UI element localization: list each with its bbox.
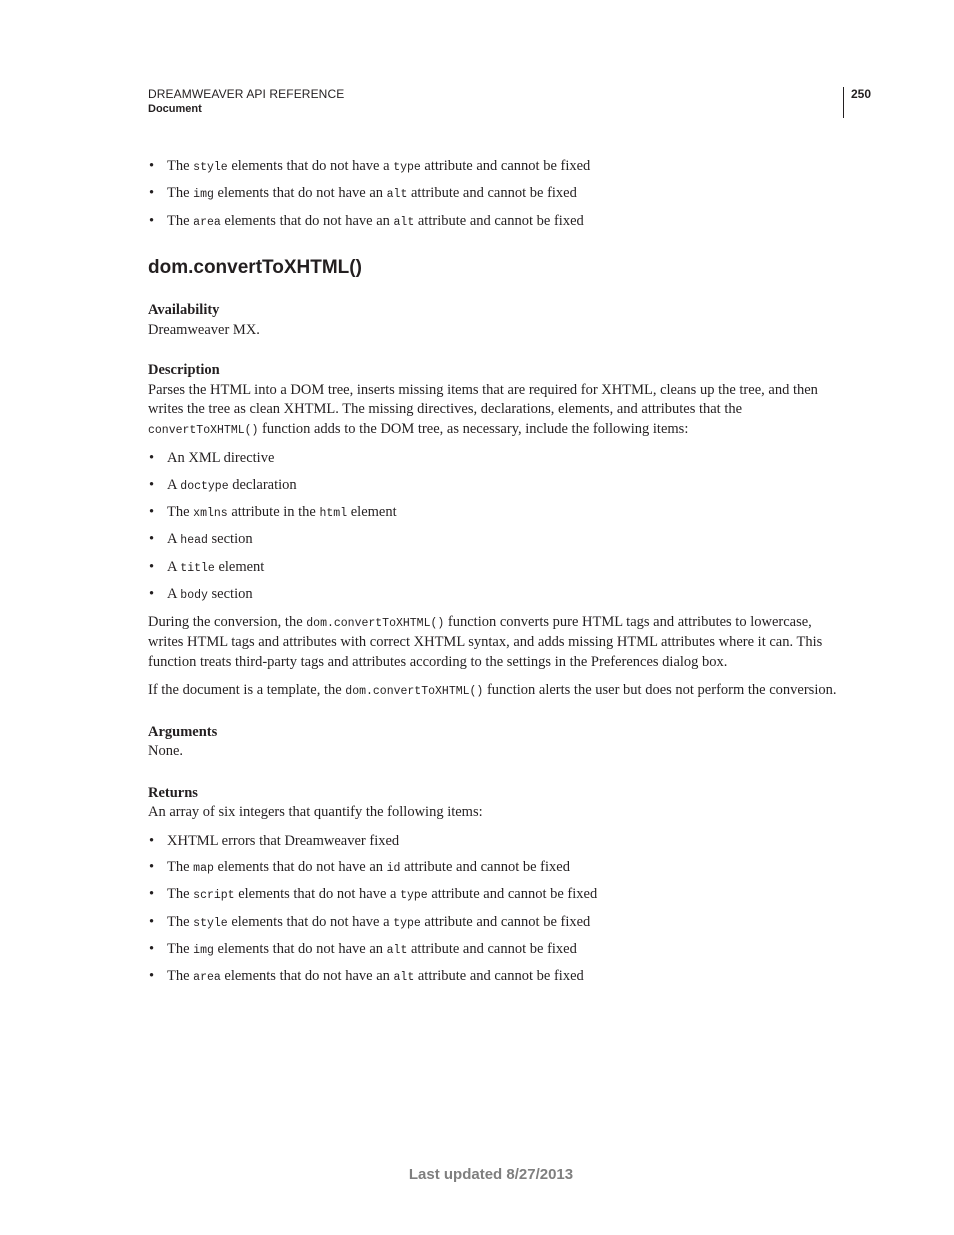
list-item: • The img elements that do not have an alt attribute and cannot be fixed	[148, 184, 848, 205]
list-item: • The area elements that do not have an alt attribute and cannot be fixed	[148, 212, 848, 233]
footer-last-updated: Last updated 8/27/2013	[408, 1166, 574, 1183]
availability-label: Availability	[148, 302, 220, 319]
returns-bullet-list	[148, 832, 848, 988]
list-item: • The xmlns attribute in the html element	[148, 503, 848, 524]
list-item: • The area elements that do not have an alt attribute and cannot be fixed	[148, 967, 848, 988]
availability-text: Dreamweaver MX.	[148, 321, 260, 338]
template-paragraph: If the document is a template, the dom.convertToXHTML() function alerts the user but does not perform the conversion.	[148, 682, 837, 699]
function-heading: dom.convertToXHTML()	[148, 257, 362, 279]
list-item: • The map elements that do not have an id attribute and cannot be fixed	[148, 858, 848, 879]
description-label: Description	[148, 362, 220, 379]
list-item: • A head section	[148, 530, 848, 551]
list-item: • A doctype declaration	[148, 476, 848, 497]
list-item: • The style elements that do not have a type attribute and cannot be fixed	[148, 157, 848, 178]
list-item: • An XML directive	[148, 449, 848, 469]
list-item: • A title element	[148, 558, 848, 579]
conversion-paragraph: During the conversion, the dom.convertToXHTML() function converts pure HTML tags and attributes to lowercase, writes HTML tags and attributes with correct XHTML syntax, and adds missing HTML attributes where it can. This function treats third-party tags and attributes according to the settings in the Preferences dialog box.	[148, 613, 823, 670]
arguments-label: Arguments	[148, 723, 218, 740]
returns-label: Returns	[148, 784, 198, 801]
returns-text: An array of six integers that quantify the following items:	[148, 804, 483, 821]
list-item: • XHTML errors that Dreamweaver fixed	[148, 832, 848, 852]
arguments-text: None.	[148, 743, 184, 760]
page-number: 250	[851, 87, 872, 101]
main-content	[148, 157, 848, 995]
book-title: DREAMWEAVER API REFERENCE	[148, 87, 345, 101]
section-title: Document	[148, 103, 202, 115]
page-header	[148, 87, 872, 127]
list-item: • The script elements that do not have a type attribute and cannot be fixed	[148, 885, 848, 906]
items-bullet-list	[148, 449, 848, 605]
list-item: • The img elements that do not have an alt attribute and cannot be fixed	[148, 940, 848, 961]
header-divider	[843, 87, 844, 118]
list-item: • A body section	[148, 585, 848, 606]
top-bullet-list	[148, 157, 848, 232]
description-text: Parses the HTML into a DOM tree, inserts missing items that are required for XHTML, cleans up the tree, and then writes the tree as clean XHTML. The missing directives, declarations, elements, and attributes that the convertToXHTML() function adds to the DOM tree, as necessary, include the following items:	[148, 381, 818, 437]
list-item: • The style elements that do not have a type attribute and cannot be fixed	[148, 913, 848, 934]
